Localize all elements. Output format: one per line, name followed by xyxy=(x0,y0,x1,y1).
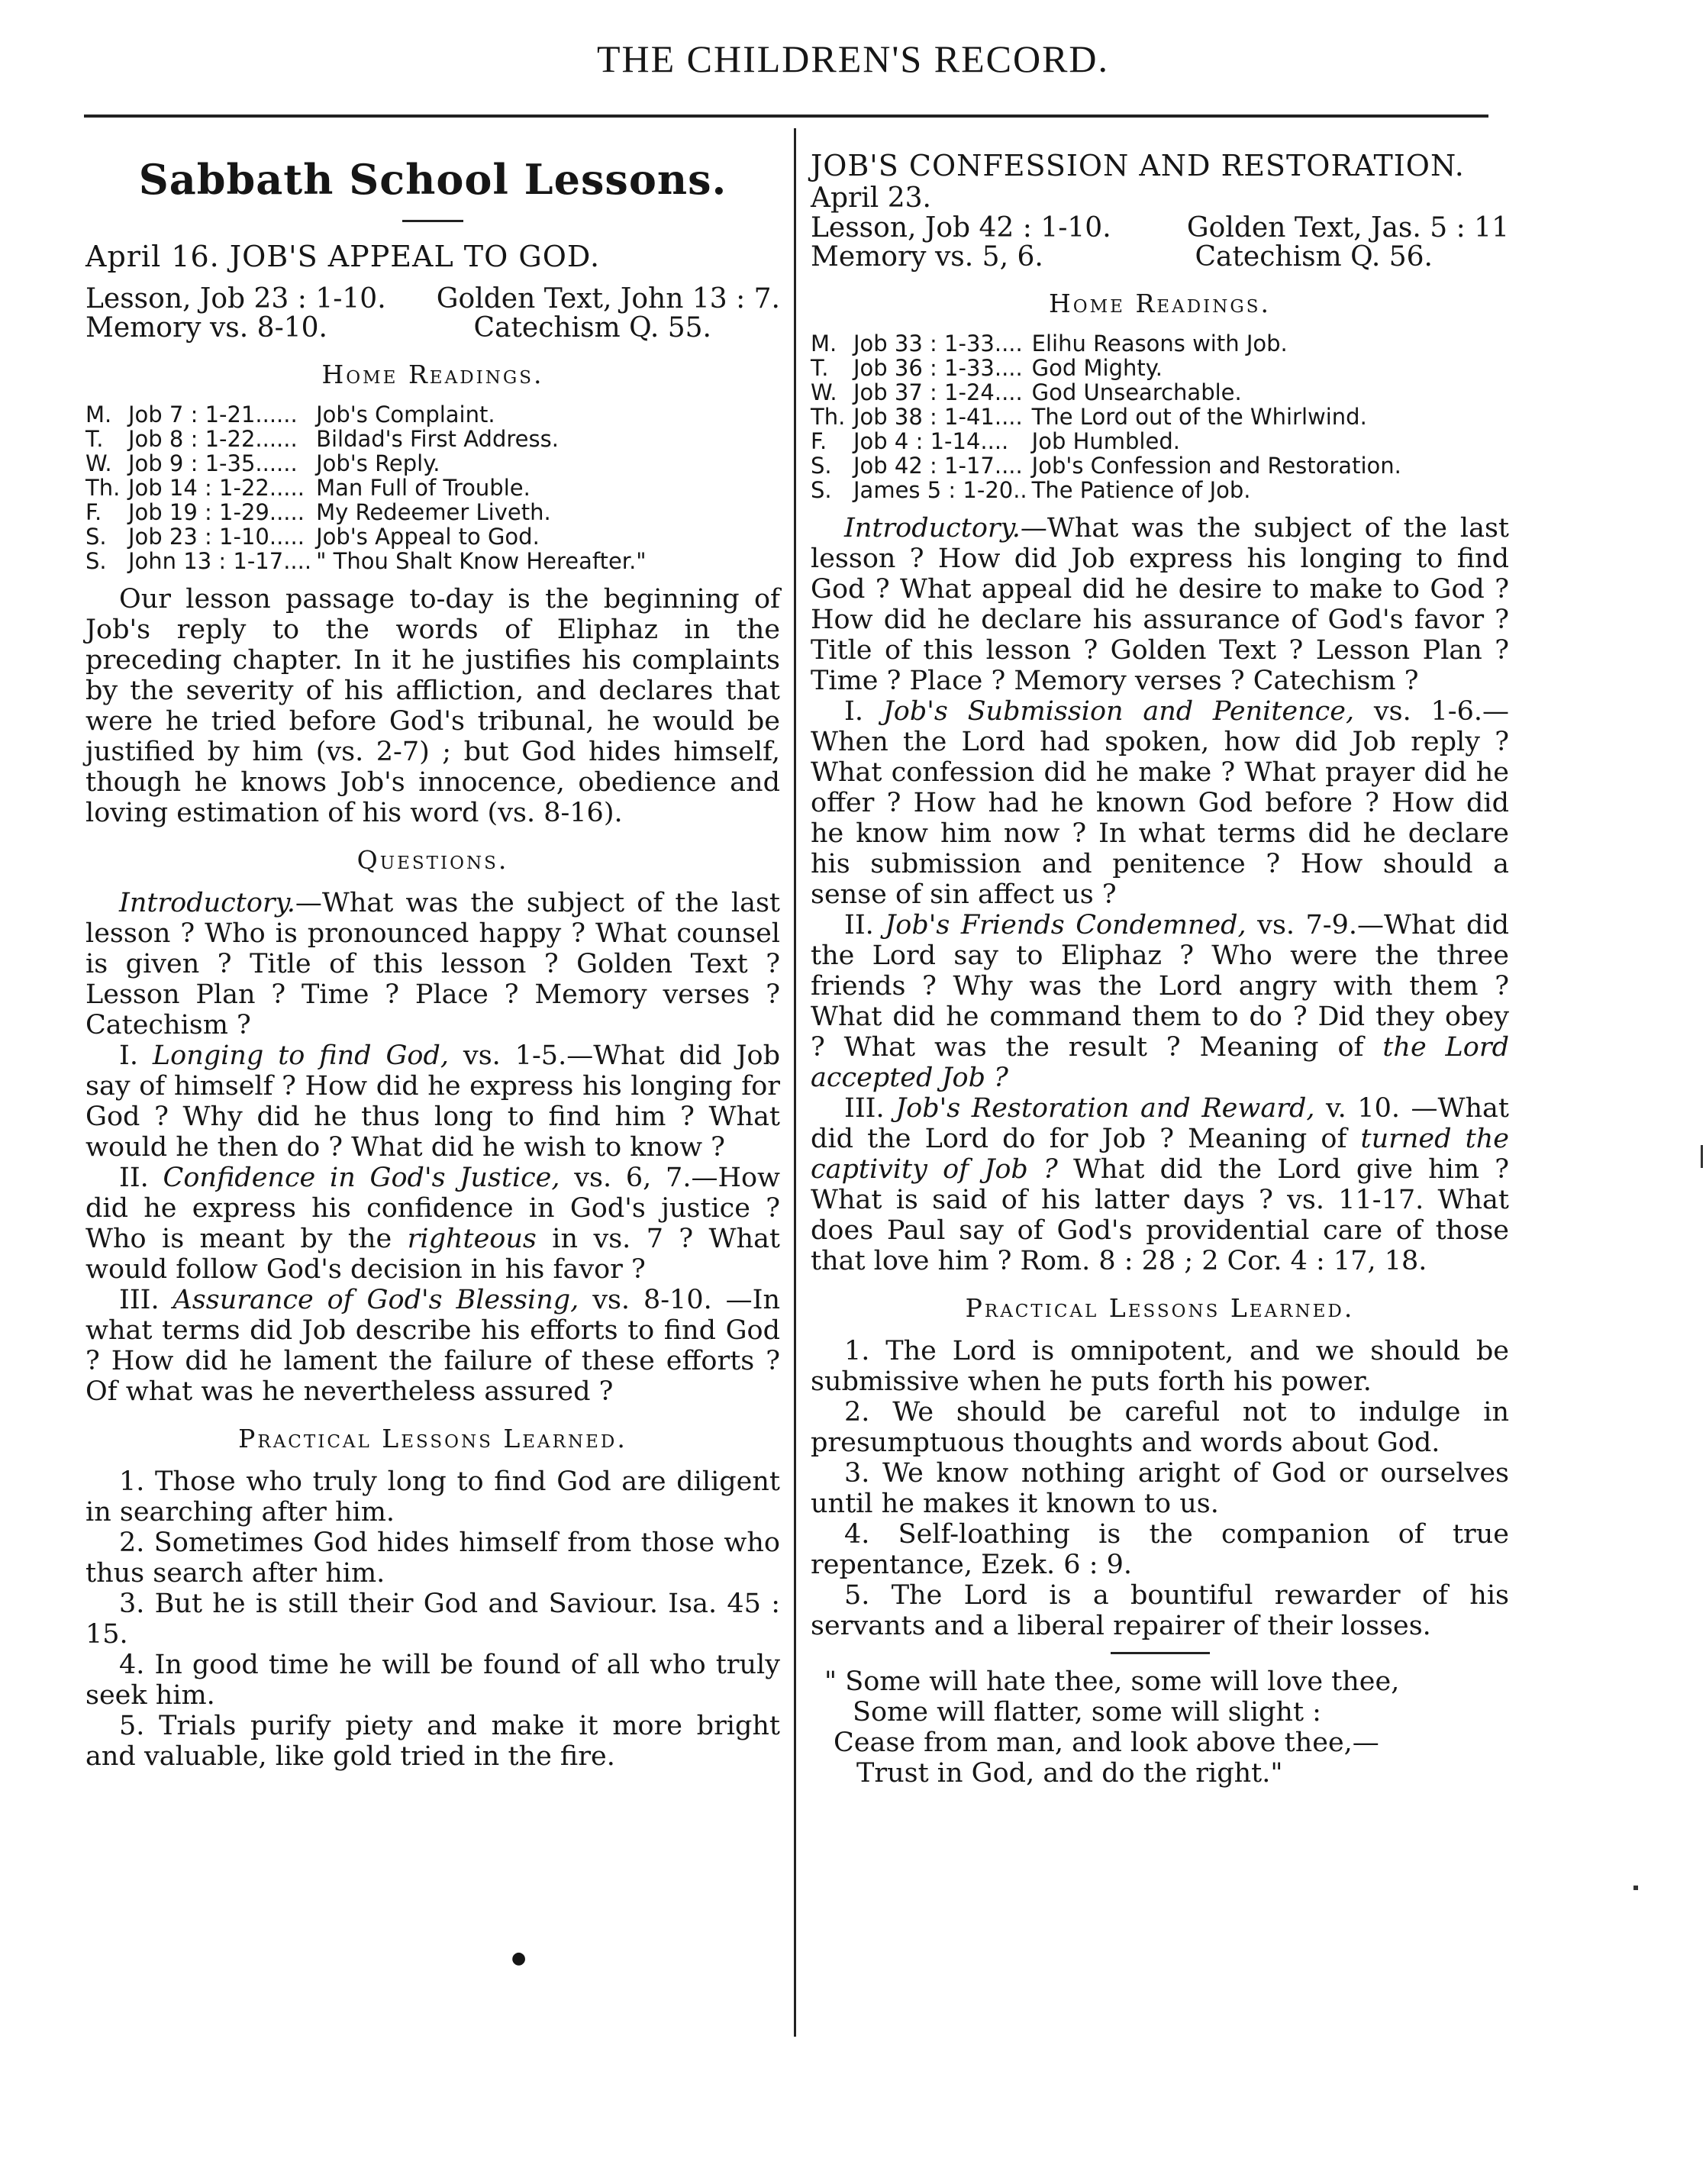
q1-num: I. xyxy=(119,1040,138,1071)
quote-rule xyxy=(1111,1652,1210,1654)
q3-text-a: v. 10. —What did the Lord do for Job ? Meaning of xyxy=(811,1093,1509,1154)
closing-quote xyxy=(811,1666,1509,1789)
q1-label: Job's Submission and Penitence, xyxy=(882,696,1355,727)
lesson2-readings xyxy=(811,331,1401,502)
stray-dot: ● xyxy=(511,1949,527,1968)
reading-row xyxy=(811,405,1401,429)
reading-ref: Job 7 : 1-21...... xyxy=(128,402,298,427)
left-column xyxy=(85,145,780,1772)
lesson1-title: April 16. JOB'S APPEAL TO GOD. xyxy=(85,240,601,273)
right-column xyxy=(811,145,1509,1789)
lesson1-questions-heading: Questions. xyxy=(356,845,509,875)
lesson2-golden-text: Golden Text, Jas. 5 : 11 xyxy=(1186,212,1509,244)
q2-text-a: vs. 6, 7.—How did he express his confidence in God's justice ? Who is meant by the xyxy=(85,1163,781,1254)
heading-rule xyxy=(402,220,463,222)
reading-day: S. xyxy=(811,453,832,479)
reading-row xyxy=(85,402,647,427)
lesson1-readings xyxy=(85,402,647,573)
quote-line-1: " Some will hate thee, some will love thee, xyxy=(824,1666,1400,1697)
lesson2-q2 xyxy=(811,910,1509,1093)
lesson1-info xyxy=(85,285,780,343)
lesson1-q-intro xyxy=(85,888,780,1040)
q-intro-text: —What was the subject of the last lesson ? How did Job express his longing to find God ? What appeal did he desire to make to God ? How did he declare his assurance of God's favor ? Title of this lesson ? Golden Text ? Lesson Plan ? Time ? Place ? Memory verses ? Catechism ? xyxy=(811,513,1509,696)
q2-num: II. xyxy=(119,1163,149,1193)
reading-day: F. xyxy=(85,499,102,525)
reading-row xyxy=(85,451,647,476)
lesson1-catechism: Catechism Q. 55. xyxy=(473,312,711,344)
lesson2-practical-4: 4. Self-loathing is the companion of true repentance, Ezek. 6 : 9. xyxy=(811,1519,1509,1580)
reading-title: Elihu Reasons with Job. xyxy=(1031,331,1288,356)
margin-dot xyxy=(1633,1886,1638,1890)
reading-day: T. xyxy=(85,426,104,452)
reading-day: F. xyxy=(811,428,827,454)
reading-day: W. xyxy=(811,379,837,405)
lesson2-q1 xyxy=(811,696,1509,910)
reading-title: Bildad's First Address. xyxy=(316,426,559,452)
reading-title: " Thou Shalt Know Hereafter." xyxy=(316,548,647,574)
reading-title: The Patience of Job. xyxy=(1031,477,1251,503)
q1-text: vs. 1-5.—What did Job say of himself ? How did he express his longing for God ? Why did he thus long to find him ? What would he then do ? What did he wish to know ? xyxy=(85,1040,780,1163)
reading-ref: Job 9 : 1-35...... xyxy=(128,450,298,476)
lesson1-q3 xyxy=(85,1285,780,1407)
reading-ref: Job 4 : 1-14.... xyxy=(853,428,1009,454)
lesson1-golden-text: Golden Text, John 13 : 7. xyxy=(436,283,780,315)
reading-row xyxy=(811,429,1401,453)
q2-label: Job's Friends Condemned, xyxy=(885,910,1246,940)
lesson2-info xyxy=(811,214,1509,272)
q-intro-label: Introductory. xyxy=(119,888,295,918)
reading-ref: James 5 : 1-20.. xyxy=(853,477,1027,503)
lesson1-home-readings-heading: Home Readings. xyxy=(321,360,544,389)
reading-ref: Job 14 : 1-22..... xyxy=(128,475,305,501)
q-intro-label: Introductory. xyxy=(844,513,1021,544)
section-heading: Sabbath School Lessons. xyxy=(138,155,727,204)
reading-row xyxy=(85,549,647,573)
lesson2-catechism: Catechism Q. 56. xyxy=(1195,241,1433,273)
lesson1-practical-4: 4. In good time he will be found of all who truly seek him. xyxy=(85,1650,780,1711)
lesson2-home-readings-heading: Home Readings. xyxy=(1049,289,1271,318)
reading-ref: Job 23 : 1-10..... xyxy=(128,524,305,550)
q-intro-text: —What was the subject of the last lesson ? Who is pronounced happy ? What counsel is given ? Title of this lesson ? Golden Text ? Lesson Plan ? Time ? Place ? Memory verses ? Catechism ? xyxy=(85,888,780,1040)
quote-line-4: Trust in God, and do the right." xyxy=(856,1758,1283,1789)
q1-num: I. xyxy=(844,696,863,727)
lesson1-practical-5: 5. Trials purify piety and make it more bright and valuable, like gold tried in the fire. xyxy=(85,1711,780,1772)
lesson1-lesson-ref: Lesson, Job 23 : 1-10. xyxy=(85,283,386,315)
reading-row xyxy=(811,356,1401,380)
reading-row xyxy=(85,500,647,524)
quote-line-3: Cease from man, and look above thee,— xyxy=(834,1728,1379,1758)
reading-row xyxy=(811,331,1401,356)
lesson1-memory: Memory vs. 8-10. xyxy=(85,312,327,344)
lesson1-q2 xyxy=(85,1163,780,1285)
reading-title: Job's Confession and Restoration. xyxy=(1031,453,1401,479)
reading-ref: Job 36 : 1-33.... xyxy=(853,355,1023,381)
reading-title: My Redeemer Liveth. xyxy=(316,499,551,525)
reading-day: Th. xyxy=(85,475,121,501)
q2-text-a: vs. 7-9.—What did the Lord say to Eliphaz ? Who were the three friends ? Why was the Lord angry with them ? What did he command them to do ? Did they obey ? What was the result ? Meaning of xyxy=(811,910,1509,1063)
lesson2-practical-1: 1. The Lord is omnipotent, and we should be submissive when he puts forth his power. xyxy=(811,1336,1509,1397)
reading-row xyxy=(811,478,1401,502)
q1-label: Longing to find God, xyxy=(152,1040,450,1071)
lesson1-q1 xyxy=(85,1040,780,1163)
reading-ref: Job 8 : 1-22...... xyxy=(128,426,298,452)
reading-title: Job Humbled. xyxy=(1031,428,1180,454)
reading-day: S. xyxy=(85,524,107,550)
reading-day: M. xyxy=(85,402,112,427)
lesson1-practical-2: 2. Sometimes God hides himself from those who thus search after him. xyxy=(85,1528,780,1589)
reading-day: S. xyxy=(85,548,107,574)
q3-label: Assurance of God's Blessing, xyxy=(173,1285,579,1315)
lesson2-q-intro xyxy=(811,513,1509,696)
quote-line-2: Some will flatter, some will slight : xyxy=(853,1697,1321,1728)
lesson2-title: JOB'S CONFESSION AND RESTORATION. xyxy=(811,149,1465,182)
lesson2-practical-2: 2. We should be careful not to indulge in presumptuous thoughts and words about God. xyxy=(811,1397,1509,1458)
q3-num: III. xyxy=(844,1093,885,1124)
reading-title: God Unsearchable. xyxy=(1031,379,1242,405)
reading-ref: Job 33 : 1-33.... xyxy=(853,331,1023,356)
q2-italic: the Lord accepted Job ? xyxy=(811,1032,1509,1093)
column-divider xyxy=(794,128,796,2037)
reading-row xyxy=(811,453,1401,478)
reading-ref: Job 38 : 1-41.... xyxy=(853,404,1023,430)
lesson1-intro-paragraph: Our lesson passage to-day is the beginning of Job's reply to the words of Eliphaz in the preceding chapter. In it he justifies his complaints by the severity of his affliction, and declares that were he tried before God's tribunal, he would be justified by him (vs. 2-7) ; but God hides himself, though he knows Job's innocence, obedience and loving estimation of his word (vs. 8-16). xyxy=(85,584,780,828)
header-rule xyxy=(84,115,1488,118)
reading-row xyxy=(811,380,1401,405)
reading-row xyxy=(85,476,647,500)
page-title: THE CHILDREN'S RECORD. xyxy=(596,37,1110,80)
reading-title: Man Full of Trouble. xyxy=(316,475,531,501)
q3-label: Job's Restoration and Reward, xyxy=(895,1093,1315,1124)
reading-ref: John 13 : 1-17.... xyxy=(128,548,312,574)
lesson1-practical-heading: Practical Lessons Learned. xyxy=(238,1424,627,1453)
reading-day: S. xyxy=(811,477,832,503)
q3-num: III. xyxy=(119,1285,160,1315)
q2-num: II. xyxy=(844,910,874,940)
reading-ref: Job 19 : 1-29..... xyxy=(128,499,305,525)
q3-text: vs. 8-10. —In what terms did Job describe his efforts to find God ? How did he lament the failure of these efforts ? Of what was he nevertheless assured ? xyxy=(85,1285,780,1407)
lesson2-practical-5: 5. The Lord is a bountiful rewarder of his servants and a liberal repairer of their losses. xyxy=(811,1580,1509,1641)
reading-day: T. xyxy=(811,355,829,381)
lesson2-practical-heading: Practical Lessons Learned. xyxy=(965,1293,1355,1323)
reading-day: M. xyxy=(811,331,837,356)
q2-label: Confidence in God's Justice, xyxy=(163,1163,560,1193)
lesson1-practical-1: 1. Those who truly long to find God are diligent in searching after him. xyxy=(85,1466,780,1528)
lesson2-lesson-ref: Lesson, Job 42 : 1-10. xyxy=(811,212,1111,244)
lesson2-memory: Memory vs. 5, 6. xyxy=(811,241,1043,273)
lesson2-q3 xyxy=(811,1093,1509,1276)
q3-text-b: What did the Lord give him ? What is said of his latter days ? vs. 11-17. What does Paul say of God's providential care of those that love him ? Rom. 8 : 28 ; 2 Cor. 4 : 17, 18. xyxy=(811,1154,1509,1276)
reading-day: Th. xyxy=(811,404,846,430)
q2-italic: righteous xyxy=(407,1224,537,1254)
reading-ref: Job 37 : 1-24.... xyxy=(853,379,1023,405)
reading-title: Job's Complaint. xyxy=(316,402,495,427)
reading-title: Job's Appeal to God. xyxy=(316,524,540,550)
q1-text: vs. 1-6.—When the Lord had spoken, how did Job reply ? What confession did he make ? What prayer did he offer ? How had he known God before ? How did he know him now ? In what terms did he declare his submission and penitence ? How should a sense of sin affect us ? xyxy=(811,696,1509,910)
margin-mark xyxy=(1701,1145,1703,1168)
reading-row xyxy=(85,524,647,549)
lesson2-practical-3: 3. We know nothing aright of God or ourselves until he makes it known to us. xyxy=(811,1458,1509,1519)
q3-italic: turned the captivity of Job ? xyxy=(811,1124,1509,1185)
lesson2-date: April 23. xyxy=(811,182,931,214)
reading-row xyxy=(85,427,647,451)
reading-day: W. xyxy=(85,450,112,476)
lesson1-practical-3: 3. But he is still their God and Saviour. Isa. 45 : 15. xyxy=(85,1589,780,1650)
reading-ref: Job 42 : 1-17.... xyxy=(853,453,1023,479)
q2-text-b: in vs. 7 ? What would follow God's decision in his favor ? xyxy=(85,1224,780,1285)
reading-title: The Lord out of the Whirlwind. xyxy=(1031,404,1367,430)
reading-title: God Mighty. xyxy=(1031,355,1163,381)
reading-title: Job's Reply. xyxy=(316,450,440,476)
